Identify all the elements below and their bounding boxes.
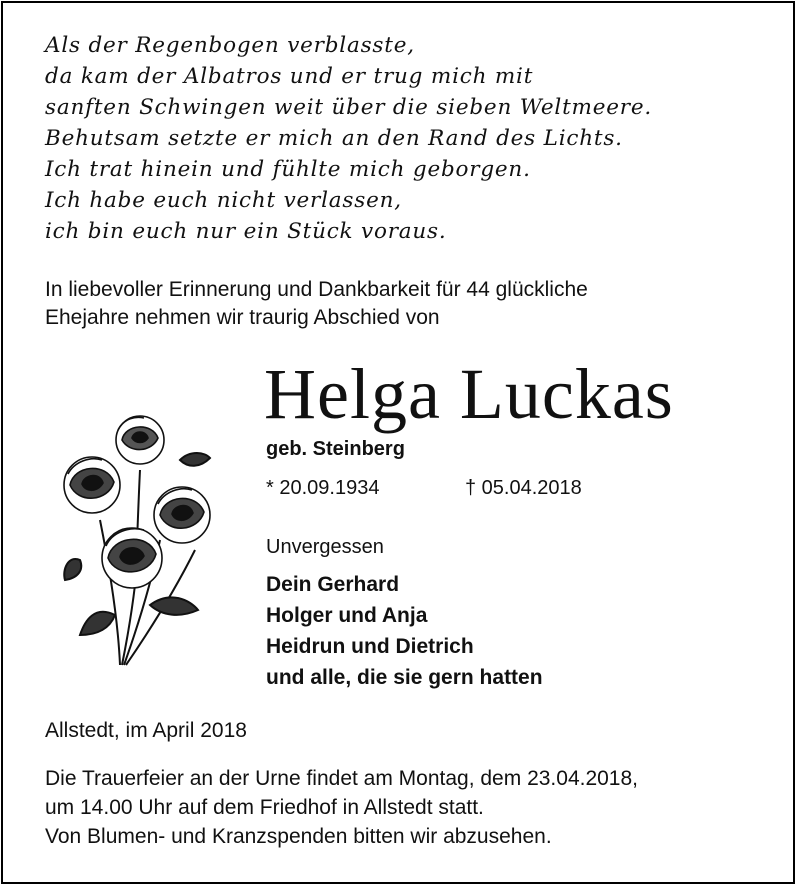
service-info	[45, 764, 638, 851]
poem-line: Als der Regenbogen verblasste,	[45, 33, 415, 58]
mourners-list	[266, 569, 543, 693]
unvergessen-label: Unvergessen	[266, 536, 384, 558]
service-line: um 14.00 Uhr auf dem Friedhof in Allstedt statt.	[45, 796, 484, 819]
service-line: Die Trauerfeier an der Urne findet am Montag, dem 23.04.2018,	[45, 767, 639, 790]
place-date: Allstedt, im April 2018	[45, 719, 247, 742]
poem-line: ich bin euch nur ein Stück voraus.	[45, 219, 447, 244]
mourner-line: Heidrun und Dietrich	[266, 635, 474, 658]
birth-name: geb. Steinberg	[266, 438, 405, 460]
mourner-line: Holger und Anja	[266, 604, 428, 627]
intro-text	[45, 276, 588, 332]
birth-date: * 20.09.1934	[266, 477, 380, 499]
intro-line: Ehejahre nehmen wir traurig Abschied von	[45, 306, 440, 329]
mourner-line: Dein Gerhard	[266, 573, 400, 596]
poem-line: da kam der Albatros und er trug mich mit	[45, 64, 534, 89]
death-date: † 05.04.2018	[465, 477, 582, 499]
poem-line: Ich habe euch nicht verlassen,	[45, 188, 402, 213]
mourner-line: und alle, die sie gern hatten	[266, 666, 543, 689]
poem-line: Ich trat hinein und fühlte mich geborgen.	[45, 157, 531, 182]
poem	[45, 30, 652, 247]
service-line: Von Blumen- und Kranzspenden bitten wir abzusehen.	[45, 825, 552, 848]
poem-line: Behutsam setzte er mich an den Rand des Lichts.	[45, 126, 623, 151]
roses-illustration-icon	[40, 410, 250, 670]
poem-line: sanften Schwingen weit über die sieben Weltmeere.	[45, 95, 652, 120]
intro-line: In liebevoller Erinnerung und Dankbarkeit für 44 glückliche	[45, 278, 588, 301]
deceased-name: Helga Luckas	[264, 354, 674, 434]
